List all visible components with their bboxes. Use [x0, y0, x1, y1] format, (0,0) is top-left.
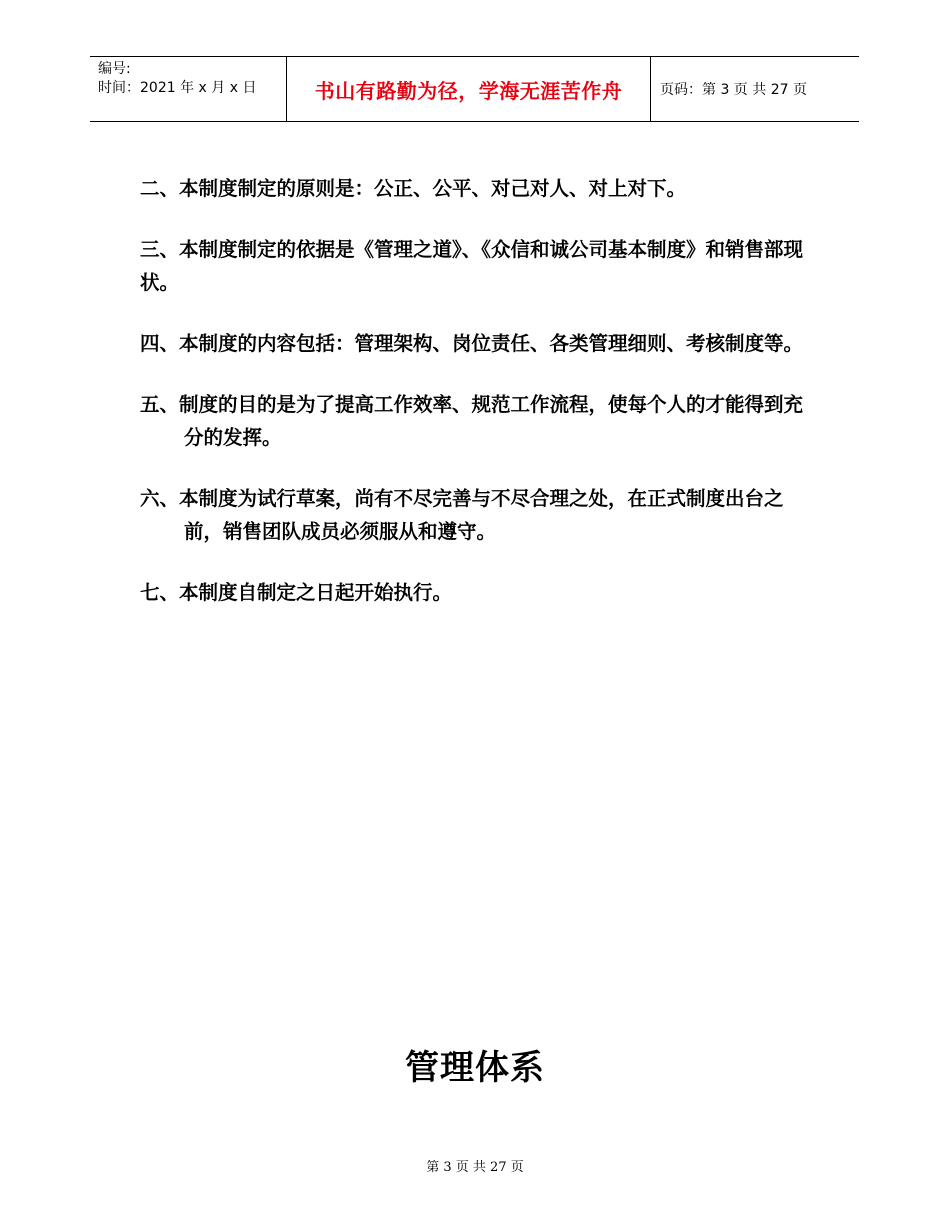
header-page-info: 页码：第 3 页 共 27 页	[660, 82, 807, 98]
date-label: 时间：2021 年 x 月 x 日	[98, 80, 257, 96]
header-motto: 书山有路勤为径，学海无涯苦作舟	[286, 57, 651, 121]
serial-number-label: 编号:	[98, 61, 131, 77]
paragraph-3: 三、本制度制定的依据是《管理之道》、《众信和诚公司基本制度》和销售部现状。	[140, 238, 804, 294]
paragraph-7: 七、本制度自制定之日起开始执行。	[140, 581, 453, 604]
paragraph-4: 四、本制度的内容包括：管理架构、岗位责任、各类管理细则、考核制度等。	[140, 332, 804, 355]
document-body	[140, 172, 820, 637]
paragraph-5: 五、制度的目的是为了提高工作效率、规范工作流程，使每个人的才能得到充分的发挥。	[140, 393, 804, 449]
paragraph-6: 六、本制度为试行草案，尚有不尽完善与不尽合理之处，在正式制度出台之前，销售团队成员必须服从和遵守。	[140, 487, 784, 543]
page-footer: 第 3 页 共 27 页	[426, 1160, 524, 1175]
page-header	[90, 56, 859, 122]
header-meta	[90, 57, 286, 121]
paragraph-2: 二、本制度制定的原则是：公正、公平、对己对人、对上对下。	[140, 177, 687, 200]
section-title: 管理体系	[405, 1048, 545, 1088]
